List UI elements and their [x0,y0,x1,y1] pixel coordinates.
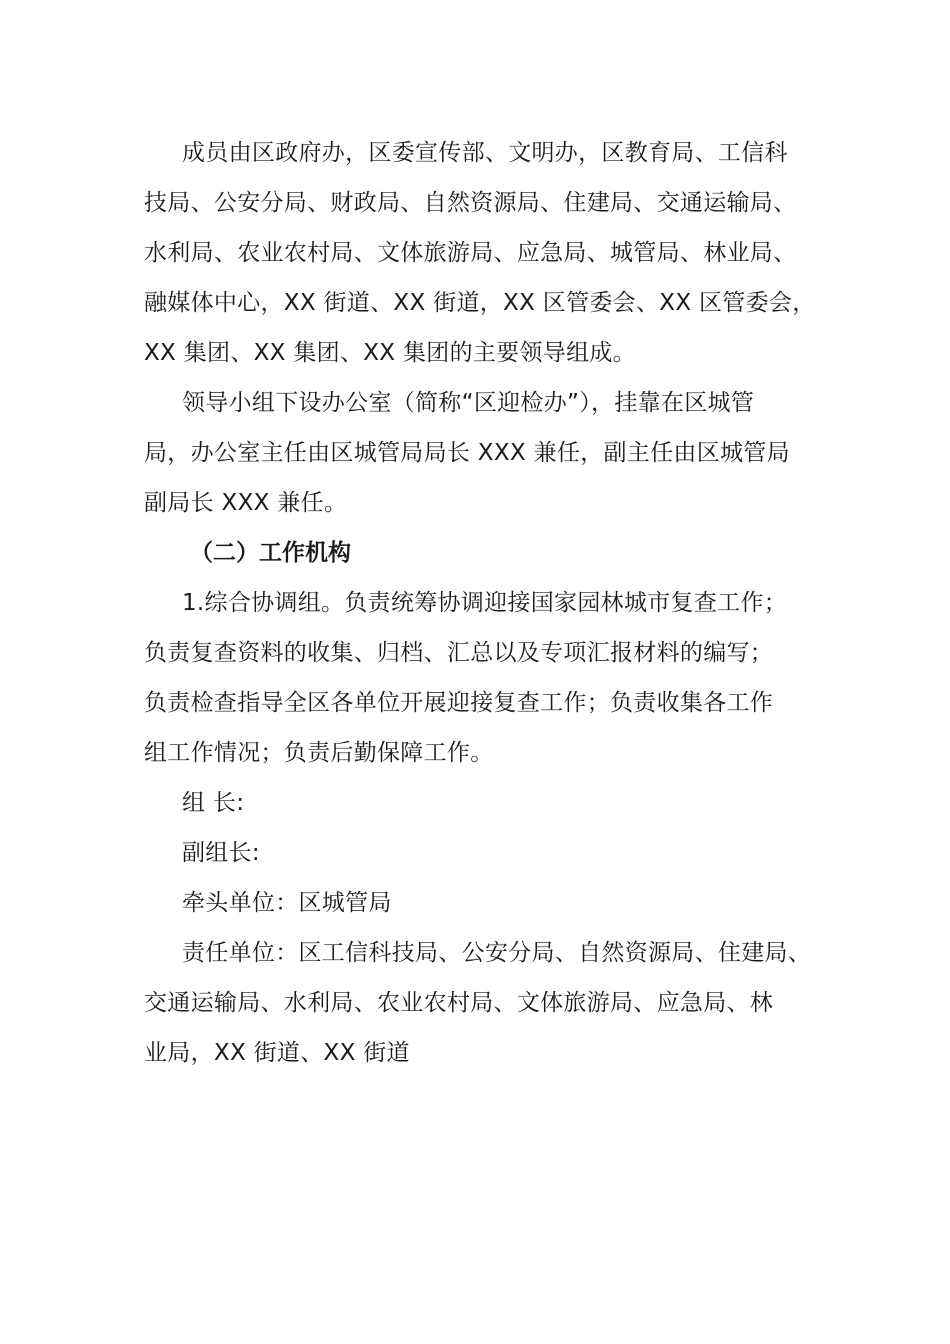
paragraph-line: 领导小组下设办公室（简称“区迎检办”），挂靠在区城管 [182,390,755,416]
paragraph-line: 成员由区政府办，区委宣传部、文明办，区教育局、工信科 [182,140,788,166]
paragraph-coordination-group [144,578,816,778]
paragraph-office [144,378,816,528]
group-leader-line [144,778,816,828]
paragraph-line: 责任单位：区工信科技局、公安分局、自然资源局、住建局、 [182,940,812,966]
paragraph-responsible-units [144,928,816,1078]
paragraph-line: 副局长 XXX 兼任。 [144,490,348,516]
deputy-leader-line [144,828,816,878]
deputy-leader-label: 副组长: [182,840,260,866]
paragraph-line: XX 集团、XX 集团、XX 集团的主要领导组成。 [144,340,636,366]
paragraph-line: 技局、公安分局、财政局、自然资源局、住建局、交通运输局、 [144,190,797,216]
paragraph-line: 交通运输局、水利局、农业农村局、文体旅游局、应急局、林 [144,990,774,1016]
paragraph-line: 组工作情况；负责后勤保障工作。 [144,740,494,766]
paragraph-line: 局，办公室主任由区城管局局长 XXX 兼任，副主任由区城管局 [144,440,790,466]
paragraph-line: 负责复查资料的收集、归档、汇总以及专项汇报材料的编写； [144,640,774,666]
lead-unit-text: 牵头单位：区城管局 [182,890,392,916]
paragraph-line: 1.综合协调组。负责统筹协调迎接国家园林城市复查工作； [182,590,788,616]
lead-unit-line [144,878,816,928]
paragraph-members [144,128,816,378]
paragraph-line: 业局，XX 街道、XX 街道 [144,1040,410,1066]
section-heading: （二）工作机构 [190,540,351,566]
paragraph-line: 水利局、农业农村局、文体旅游局、应急局、城管局、林业局、 [144,240,797,266]
paragraph-line: 负责检查指导全区各单位开展迎接复查工作；负责收集各工作 [144,690,774,716]
paragraph-line: 融媒体中心，XX 街道、XX 街道，XX 区管委会、XX 区管委会， [144,290,816,316]
group-leader-label: 组 长: [182,790,245,816]
document-page [144,128,816,1078]
